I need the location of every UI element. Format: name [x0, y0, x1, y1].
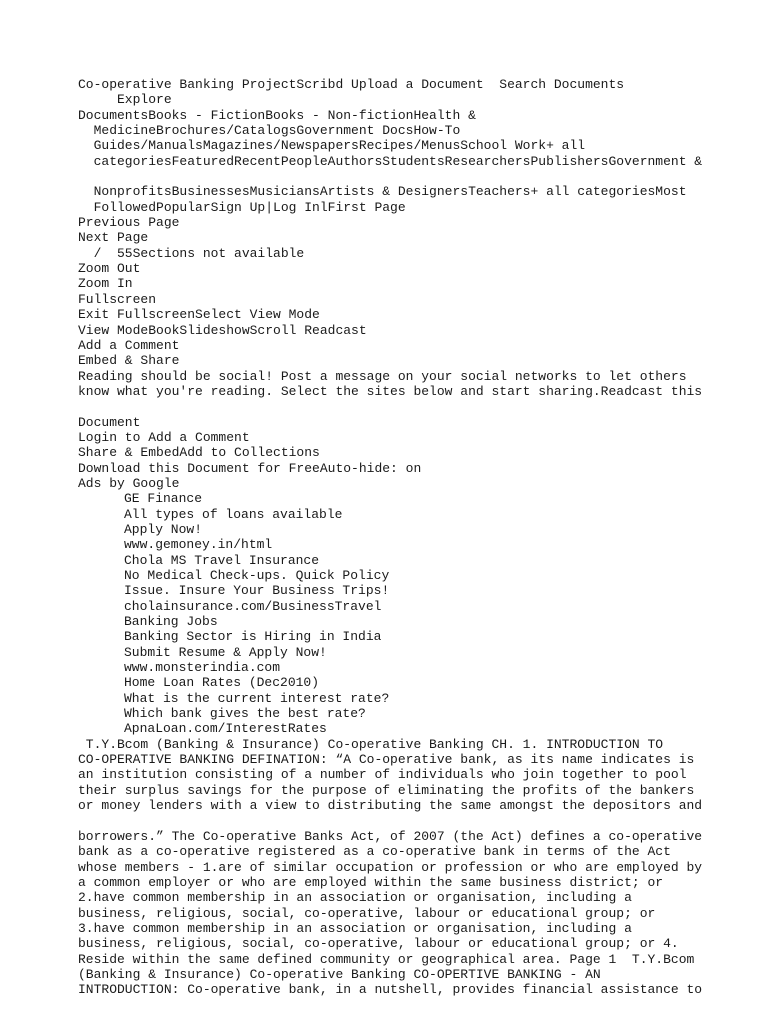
ad-title[interactable]: GE Finance	[124, 491, 203, 507]
next-page-button[interactable]: Next Page	[78, 230, 149, 246]
document-body	[78, 737, 768, 998]
zoom-out-button[interactable]: Zoom Out	[78, 261, 141, 277]
fullscreen-button[interactable]: Fullscreen	[78, 291, 157, 307]
share-embed-collections-link[interactable]: Share & EmbedAdd to Collections	[78, 445, 320, 461]
ad-text: All types of loans available	[124, 506, 343, 522]
ad-text: Banking Sector is Hiring in India	[124, 629, 382, 645]
nav-categories-line-5[interactable]: NonprofitsBusinessesMusiciansArtists & DesignersTeachers+ all categoriesMost	[78, 184, 687, 200]
ad-item[interactable]	[124, 614, 768, 675]
ad-title[interactable]: Chola MS Travel Insurance	[124, 552, 320, 568]
view-mode-selector[interactable]: View ModeBookSlideshowScroll Readcast	[78, 322, 367, 338]
body-line: CO-OPERATIVE BANKING DEFINATION: “A Co-operative bank, as its name indicates is	[78, 752, 695, 768]
previous-page-button[interactable]: Previous Page	[78, 215, 180, 231]
zoom-in-button[interactable]: Zoom In	[78, 276, 133, 292]
exit-fullscreen-button[interactable]: Exit FullscreenSelect View Mode	[78, 307, 320, 323]
body-line: their surplus savings for the purpose of eliminating the profits of the bankers	[78, 782, 695, 798]
header-title-line[interactable]: Co-operative Banking ProjectScribd Upload a Document Search Documents	[78, 77, 625, 92]
readcast-document-link[interactable]: Document	[78, 414, 141, 430]
body-line: whose members - 1.are of similar occupation or profession or who are employed by	[78, 859, 703, 875]
body-line: Reside within the same defined community or geographical area. Page 1 T.Y.Bcom	[78, 951, 695, 967]
ads-label: Ads by Google	[78, 475, 180, 491]
ad-title[interactable]: Home Loan Rates (Dec2010)	[124, 675, 320, 691]
ad-item[interactable]	[124, 675, 768, 736]
ad-url[interactable]: cholainsurance.com/BusinessTravel	[124, 598, 382, 614]
nav-categories-line-3[interactable]: Guides/ManualsMagazines/NewspapersRecipes/MenusSchool Work+ all	[78, 138, 586, 154]
body-line: INTRODUCTION: Co-operative bank, in a nutshell, provides financial assistance to	[78, 982, 703, 998]
ad-text: Issue. Insure Your Business Trips!	[124, 583, 390, 599]
social-prompt-line-2: know what you're reading. Select the sites below and start sharing.Readcast this	[78, 383, 703, 399]
page-indicator: / 55Sections not available	[78, 245, 305, 261]
ad-url[interactable]: ApnaLoan.com/InterestRates	[124, 721, 327, 737]
embed-share-button[interactable]: Embed & Share	[78, 353, 180, 369]
body-line: 2.have common membership in an association or organisation, including a	[78, 890, 632, 906]
spacer	[78, 169, 768, 184]
ad-url[interactable]: www.monsterindia.com	[124, 660, 281, 676]
body-line: a common employer or who are employed within the same business district; or	[78, 874, 664, 890]
body-line: business, religious, social, co-operative, labour or educational group; or 4.	[78, 936, 679, 952]
ad-text: Submit Resume & Apply Now!	[124, 644, 327, 660]
body-line: or money lenders with a view to distributing the same amongst the depositors and	[78, 798, 703, 814]
page-content	[78, 77, 768, 998]
download-document-link[interactable]: Download this Document for FreeAuto-hide: on	[78, 460, 422, 476]
add-comment-button[interactable]: Add a Comment	[78, 337, 180, 353]
body-line: 3.have common membership in an association or organisation, including a	[78, 920, 632, 936]
ad-url[interactable]: www.gemoney.in/html	[124, 537, 273, 553]
nav-categories-line-4[interactable]: categoriesFeaturedRecentPeopleAuthorsStudentsResearchersPublishersGovernment &	[78, 153, 703, 169]
ad-text: What is the current interest rate?	[124, 690, 390, 706]
ad-item[interactable]	[124, 491, 768, 552]
ads-list	[78, 491, 768, 737]
ad-text: Which bank gives the best rate?	[124, 706, 366, 722]
nav-categories-line-2[interactable]: MedicineBrochures/CatalogsGovernment DocsHow-To	[78, 123, 461, 139]
social-prompt-line-1: Reading should be social! Post a message on your social networks to let others	[78, 368, 687, 384]
body-line: bank as a co-operative registered as a co-operative bank in terms of the Act	[78, 844, 671, 860]
body-line: T.Y.Bcom (Banking & Insurance) Co-operative Banking CH. 1. INTRODUCTION TO	[78, 736, 664, 752]
explore-link[interactable]: Explore	[78, 92, 172, 108]
body-line: business, religious, social, co-operative, labour or educational group; or	[78, 905, 656, 921]
login-comment-link[interactable]: Login to Add a Comment	[78, 429, 250, 445]
ad-text: Apply Now!	[124, 521, 203, 537]
ad-item[interactable]	[124, 553, 768, 614]
body-line: (Banking & Insurance) Co-operative Banking CO-OPERTIVE BANKING - AN	[78, 966, 601, 982]
spacer	[78, 814, 768, 829]
body-line: borrowers.” The Co-operative Banks Act, of 2007 (the Act) defines a co-operative	[78, 828, 703, 844]
ad-text: No Medical Check-ups. Quick Policy	[124, 568, 390, 583]
nav-categories-line-1[interactable]: DocumentsBooks - FictionBooks - Non-fictionHealth &	[78, 107, 476, 123]
nav-categories-line-6[interactable]: FollowedPopularSign Up|Log InlFirst Page	[78, 199, 406, 215]
spacer	[78, 399, 768, 414]
ad-title[interactable]: Banking Jobs	[124, 614, 218, 630]
body-line: an institution consisting of a number of individuals who join together to pool	[78, 767, 687, 783]
